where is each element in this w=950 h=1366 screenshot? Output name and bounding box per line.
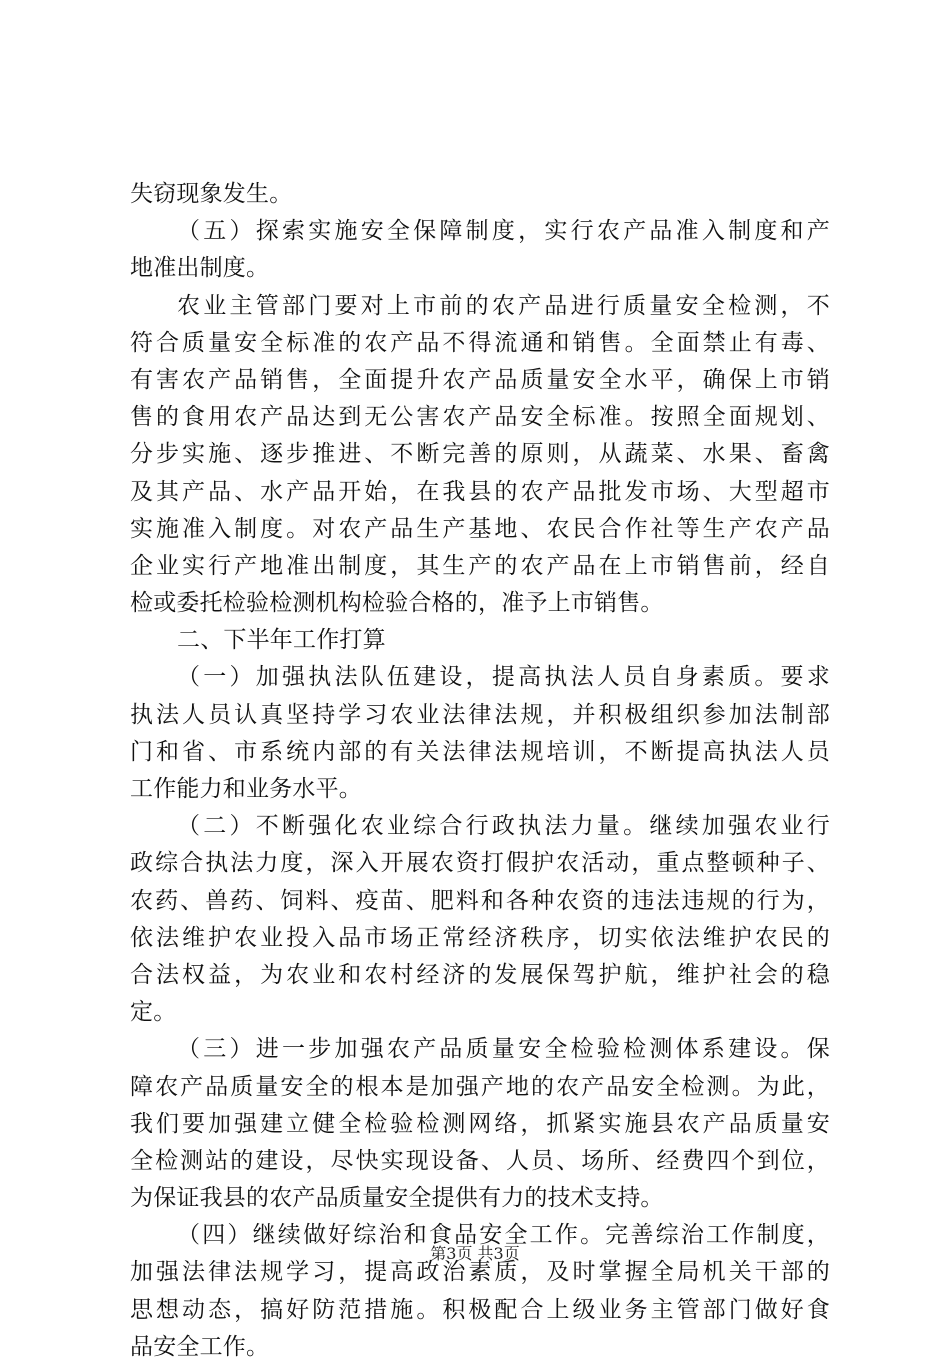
text-line: 加强法律法规学习，提高政治素质，及时掌握全局机关干部的 <box>130 1259 830 1286</box>
text-line: 障农产品质量安全的根本是加强产地的农产品安全检测。为此， <box>130 1073 830 1100</box>
text-line: （三）进一步加强农产品质量安全检验检测体系建设。保 <box>177 1036 830 1063</box>
text-line: 执法人员认真坚持学习农业法律法规，并积极组织参加法制部 <box>130 701 830 728</box>
text-line: 为保证我县的农产品质量安全提供有力的技术支持。 <box>130 1185 664 1212</box>
text-line: 工作能力和业务水平。 <box>130 776 362 802</box>
text-line: 定。 <box>130 999 177 1026</box>
text-line: 思想动态，搞好防范措施。积极配合上级业务主管部门做好食 <box>130 1296 830 1323</box>
text-line: 分步实施、逐步推进、不断完善的原则，从蔬菜、水果、畜禽 <box>130 441 830 468</box>
text-line: 地准出制度。 <box>130 255 270 282</box>
text-line: 二、下半年工作打算 <box>177 627 386 654</box>
text-line: 依法维护农业投入品市场正常经济秩序，切实依法维护农民的 <box>130 924 830 951</box>
text-line: （二）不断强化农业综合行政执法力量。继续加强农业行 <box>177 813 830 840</box>
text-line: 企业实行产地准出制度，其生产的农产品在上市销售前，经自 <box>130 552 830 579</box>
text-line: （四）继续做好综治和食品安全工作。完善综治工作制度， <box>177 1222 830 1249</box>
text-line: 政综合执法力度，深入开展农资打假护农活动，重点整顿种子、 <box>130 850 830 877</box>
text-line: 及其产品、水产品开始，在我县的农产品批发市场、大型超市 <box>130 478 830 505</box>
text-line: 失窃现象发生。 <box>130 181 293 207</box>
text-line: 检或委托检验检测机构检验合格的，准予上市销售。 <box>130 590 664 617</box>
text-line: 农业主管部门要对上市前的农产品进行质量安全检测，不 <box>177 292 830 319</box>
text-line: （五）探索实施安全保障制度，实行农产品准入制度和产 <box>177 218 830 245</box>
text-line: 品安全工作。 <box>130 1333 270 1360</box>
text-line: 合法权益，为农业和农村经济的发展保驾护航，维护社会的稳 <box>130 961 830 988</box>
document-body <box>130 176 830 1366</box>
text-line: 全检测站的建设，尽快实现设备、人员、场所、经费四个到位， <box>130 1147 830 1174</box>
text-line: 符合质量安全标准的农产品不得流通和销售。全面禁止有毒、 <box>130 329 830 356</box>
text-line: 门和省、市系统内部的有关法律法规培训，不断提高执法人员 <box>130 738 830 765</box>
text-line: 售的食用农产品达到无公害农产品安全标准。按照全面规划、 <box>130 404 830 431</box>
text-line: 有害农产品销售，全面提升农产品质量安全水平，确保上市销 <box>130 366 830 393</box>
text-line: （一）加强执法队伍建设，提高执法人员自身素质。要求 <box>177 664 830 691</box>
text-line: 我们要加强建立健全检验检测网络，抓紧实施县农产品质量安 <box>130 1110 830 1137</box>
page-footer: 第3页 共3页 <box>430 1244 520 1263</box>
text-line: 实施准入制度。对农产品生产基地、农民合作社等生产农产品 <box>130 515 830 542</box>
text-line: 农药、兽药、饲料、疫苗、肥料和各种农资的违法违规的行为， <box>130 887 830 914</box>
